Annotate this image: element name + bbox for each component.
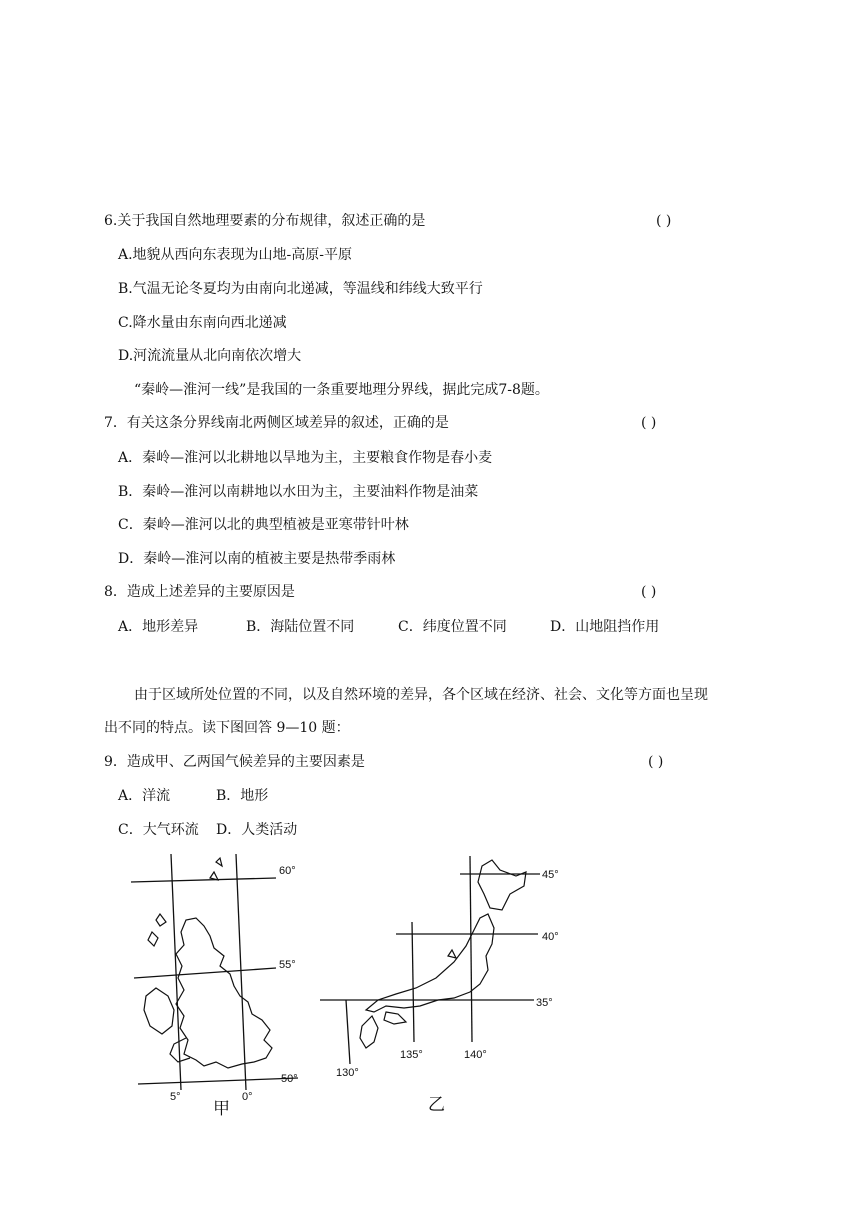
q9-answer-paren: ( ) bbox=[648, 754, 664, 770]
q6-option-d: D.河流流量从北向南依次增大 bbox=[118, 348, 302, 364]
label-lon-130: 130° bbox=[336, 1067, 359, 1079]
label-lat-45: 45° bbox=[542, 869, 559, 881]
q7-stem: 7．有关这条分界线南北两侧区域差异的叙述，正确的是 bbox=[104, 415, 449, 431]
q9-option-b: B．地形 bbox=[216, 788, 269, 804]
q8-option-a: A．地形差异 bbox=[118, 619, 199, 635]
q9-stem: 9．造成甲、乙两国气候差异的主要因素是 bbox=[104, 754, 365, 770]
latitude-line-50 bbox=[138, 1078, 298, 1084]
q6-option-a: A.地貌从西向东表现为山地-高原-平原 bbox=[118, 247, 353, 263]
longitude-line-135 bbox=[412, 922, 414, 1042]
q7-answer-paren: ( ) bbox=[641, 415, 657, 431]
label-lat-50: 50° bbox=[281, 1073, 298, 1085]
q6-option-c: C.降水量由东南向西北递减 bbox=[118, 315, 287, 331]
q7-option-a: A．秦岭—淮河以北耕地以旱地为主，主要粮食作物是春小麦 bbox=[118, 450, 493, 466]
q6-answer-paren: ( ) bbox=[656, 213, 672, 229]
q9-option-a: A．洋流 bbox=[118, 788, 171, 804]
graticule-yi bbox=[320, 856, 540, 1064]
intro-9-10-line1: 由于区域所处位置的不同，以及自然环境的差异，各个区域在经济、社会、文化等方面也呈现 bbox=[134, 687, 708, 703]
q9-option-c: C．大气环流 bbox=[118, 822, 199, 838]
coastline-yi bbox=[360, 860, 526, 1048]
intro-7-8: “秦岭—淮河一线”是我国的一条重要地理分界线，据此完成7-8题。 bbox=[134, 382, 549, 398]
label-lon-5: 5° bbox=[170, 1091, 181, 1102]
q6-stem: 6.关于我国自然地理要素的分布规律，叙述正确的是 bbox=[104, 213, 426, 229]
latitude-line-55 bbox=[134, 968, 276, 978]
q8-option-b: B．海陆位置不同 bbox=[246, 619, 355, 635]
label-lon-135: 135° bbox=[400, 1049, 423, 1061]
map-yi bbox=[320, 852, 570, 1080]
map-jia bbox=[126, 850, 316, 1102]
longitude-line-0 bbox=[236, 854, 246, 1090]
q8-stem: 8．造成上述差异的主要原因是 bbox=[104, 584, 295, 600]
q7-option-d: D．秦岭—淮河以南的植被主要是热带季雨林 bbox=[118, 551, 396, 567]
map-yi-caption: 乙 bbox=[428, 1095, 445, 1115]
label-lat-55: 55° bbox=[279, 959, 296, 971]
intro-9-10-line2: 出不同的特点。读下图回答 9—10 题： bbox=[104, 720, 350, 736]
longitude-line-140 bbox=[470, 856, 472, 1042]
label-lat-35: 35° bbox=[536, 997, 553, 1009]
longitude-line-130 bbox=[346, 1000, 350, 1064]
q6-option-b: B.气温无论冬夏均为由南向北递减，等温线和纬线大致平行 bbox=[118, 281, 483, 297]
q7-option-c: C．秦岭—淮河以北的典型植被是亚寒带针叶林 bbox=[118, 517, 409, 533]
label-lon-0: 0° bbox=[242, 1091, 253, 1102]
latitude-line-60 bbox=[131, 878, 276, 882]
q8-option-c: C．纬度位置不同 bbox=[398, 619, 507, 635]
map-jia-caption: 甲 bbox=[213, 1099, 230, 1119]
q9-option-d: D．人类活动 bbox=[216, 822, 298, 838]
label-lon-140: 140° bbox=[464, 1049, 487, 1061]
q8-option-d: D．山地阻挡作用 bbox=[550, 619, 660, 635]
coastline-jia bbox=[144, 858, 272, 1068]
label-lat-60: 60° bbox=[279, 865, 296, 877]
q8-answer-paren: ( ) bbox=[641, 584, 657, 600]
q7-option-b: B．秦岭—淮河以南耕地以水田为主，主要油料作物是油菜 bbox=[118, 484, 479, 500]
label-lat-40: 40° bbox=[542, 931, 559, 943]
graticule-jia bbox=[131, 854, 298, 1090]
